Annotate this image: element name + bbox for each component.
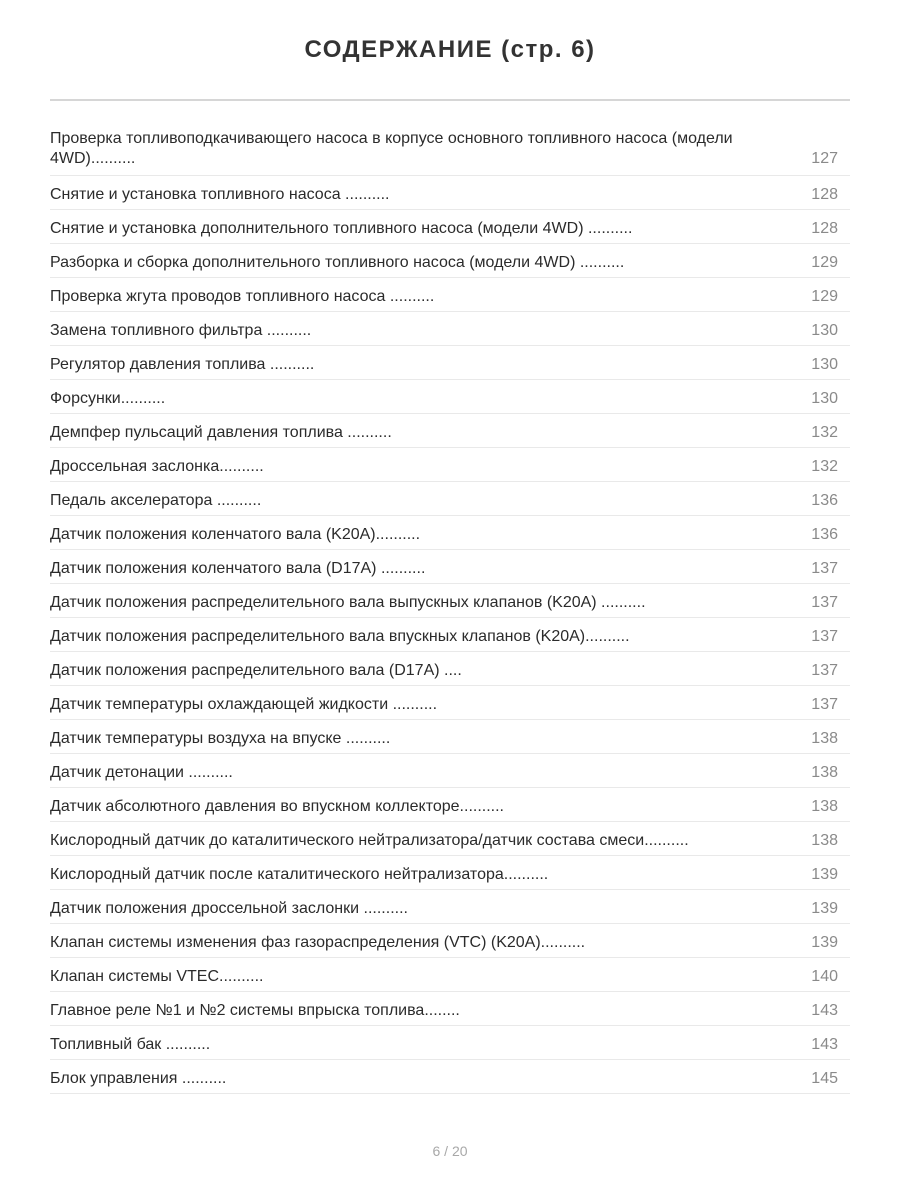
toc-entry[interactable]	[50, 856, 850, 890]
toc-entry[interactable]	[50, 346, 850, 380]
toc-entry[interactable]	[50, 618, 850, 652]
toc-entry-title: Снятие и установка топливного насоса ..........	[50, 186, 390, 203]
toc-entry-title: Топливный бак ..........	[50, 1036, 211, 1053]
toc-entry[interactable]	[50, 754, 850, 788]
toc-entry-page: 136	[811, 492, 838, 509]
toc-entry[interactable]	[50, 890, 850, 924]
toc-entry-title: Кислородный датчик после каталитического нейтрализатора..........	[50, 866, 549, 883]
toc-entry-page: 130	[811, 322, 838, 339]
toc-entry-page: 140	[811, 968, 838, 985]
toc-entry[interactable]	[50, 992, 850, 1026]
toc-entry[interactable]	[50, 482, 850, 516]
toc-entry-page: 138	[811, 832, 838, 849]
toc-entry-title: Демпфер пульсаций давления топлива ..........	[50, 424, 392, 441]
toc-entry-title: Кислородный датчик до каталитического нейтрализатора/датчик состава смеси..........	[50, 832, 689, 849]
toc-entry[interactable]	[50, 124, 850, 176]
toc-entry-page: 132	[811, 424, 838, 441]
toc-entry[interactable]	[50, 958, 850, 992]
toc-entry-page: 137	[811, 628, 838, 645]
page-indicator: 6 / 20	[432, 1143, 468, 1159]
table-of-contents	[50, 124, 850, 1094]
toc-entry[interactable]	[50, 924, 850, 958]
toc-entry[interactable]	[50, 278, 850, 312]
toc-entry-page: 128	[811, 220, 838, 237]
toc-entry-title: Проверка топливоподкачивающего насоса в корпусе основного топливного насоса (модели 4WD)..........	[50, 130, 733, 167]
toc-entry[interactable]	[50, 1026, 850, 1060]
toc-entry-title: Датчик абсолютного давления во впускном коллекторе..........	[50, 798, 504, 815]
toc-entry-title: Датчик положения коленчатого вала (D17A) ..........	[50, 560, 426, 577]
toc-entry-title: Датчик положения дроссельной заслонки ..........	[50, 900, 408, 917]
toc-entry[interactable]	[50, 720, 850, 754]
toc-entry-title: Датчик детонации ..........	[50, 764, 233, 781]
toc-entry-title: Проверка жгута проводов топливного насоса ..........	[50, 288, 435, 305]
toc-entry-title: Блок управления ..........	[50, 1070, 227, 1087]
toc-entry-title: Форсунки..........	[50, 390, 166, 407]
toc-entry-page: 130	[811, 356, 838, 373]
toc-entry[interactable]	[50, 414, 850, 448]
toc-entry-page: 130	[811, 390, 838, 407]
toc-entry-page: 128	[811, 186, 838, 203]
toc-entry-title: Снятие и установка дополнительного топливного насоса (модели 4WD) ..........	[50, 220, 633, 237]
toc-entry[interactable]	[50, 686, 850, 720]
toc-entry-page: 145	[811, 1070, 838, 1087]
toc-entry[interactable]	[50, 312, 850, 346]
toc-entry-page: 129	[811, 254, 838, 271]
toc-entry-page: 138	[811, 798, 838, 815]
toc-entry[interactable]	[50, 1060, 850, 1094]
toc-entry-title: Педаль акселератора ..........	[50, 492, 262, 509]
toc-entry-page: 139	[811, 900, 838, 917]
toc-entry-page: 139	[811, 934, 838, 951]
toc-entry[interactable]	[50, 822, 850, 856]
toc-entry-title: Датчик температуры воздуха на впуске ..........	[50, 730, 391, 747]
toc-entry-title: Разборка и сборка дополнительного топливного насоса (модели 4WD) ..........	[50, 254, 625, 271]
toc-entry[interactable]	[50, 584, 850, 618]
toc-entry[interactable]	[50, 516, 850, 550]
toc-entry[interactable]	[50, 176, 850, 210]
toc-entry[interactable]	[50, 244, 850, 278]
toc-entry-page: 139	[811, 866, 838, 883]
title-divider	[50, 99, 850, 101]
toc-entry[interactable]	[50, 788, 850, 822]
toc-entry[interactable]	[50, 380, 850, 414]
toc-entry-title: Датчик положения распределительного вала впускных клапанов (K20A)..........	[50, 628, 630, 645]
toc-entry-title: Дроссельная заслонка..........	[50, 458, 264, 475]
toc-entry[interactable]	[50, 652, 850, 686]
toc-entry-page: 137	[811, 560, 838, 577]
toc-entry-page: 136	[811, 526, 838, 543]
toc-entry[interactable]	[50, 448, 850, 482]
toc-entry-page: 137	[811, 594, 838, 611]
toc-entry-page: 127	[811, 150, 838, 167]
toc-entry-page: 138	[811, 764, 838, 781]
toc-entry-title: Замена топливного фильтра ..........	[50, 322, 312, 339]
toc-entry-page: 138	[811, 730, 838, 747]
page-title: СОДЕРЖАНИЕ (стр. 6)	[304, 36, 596, 63]
toc-entry-page: 137	[811, 662, 838, 679]
toc-entry-title: Клапан системы изменения фаз газораспределения (VTC) (K20A)..........	[50, 934, 586, 951]
toc-entry[interactable]	[50, 550, 850, 584]
toc-entry-page: 132	[811, 458, 838, 475]
toc-entry-page: 129	[811, 288, 838, 305]
toc-entry-title: Датчик положения коленчатого вала (K20A)..........	[50, 526, 421, 543]
toc-entry-page: 143	[811, 1002, 838, 1019]
toc-entry-page: 137	[811, 696, 838, 713]
toc-entry-title: Датчик положения распределительного вала (D17A) ....	[50, 662, 462, 679]
toc-entry-title: Датчик температуры охлаждающей жидкости ..........	[50, 696, 438, 713]
toc-entry-title: Главное реле №1 и №2 системы впрыска топлива........	[50, 1002, 460, 1019]
toc-entry-title: Регулятор давления топлива ..........	[50, 356, 315, 373]
toc-entry-page: 143	[811, 1036, 838, 1053]
toc-entry-title: Клапан системы VTEC..........	[50, 968, 264, 985]
toc-entry-title: Датчик положения распределительного вала выпускных клапанов (K20A) ..........	[50, 594, 646, 611]
toc-entry[interactable]	[50, 210, 850, 244]
